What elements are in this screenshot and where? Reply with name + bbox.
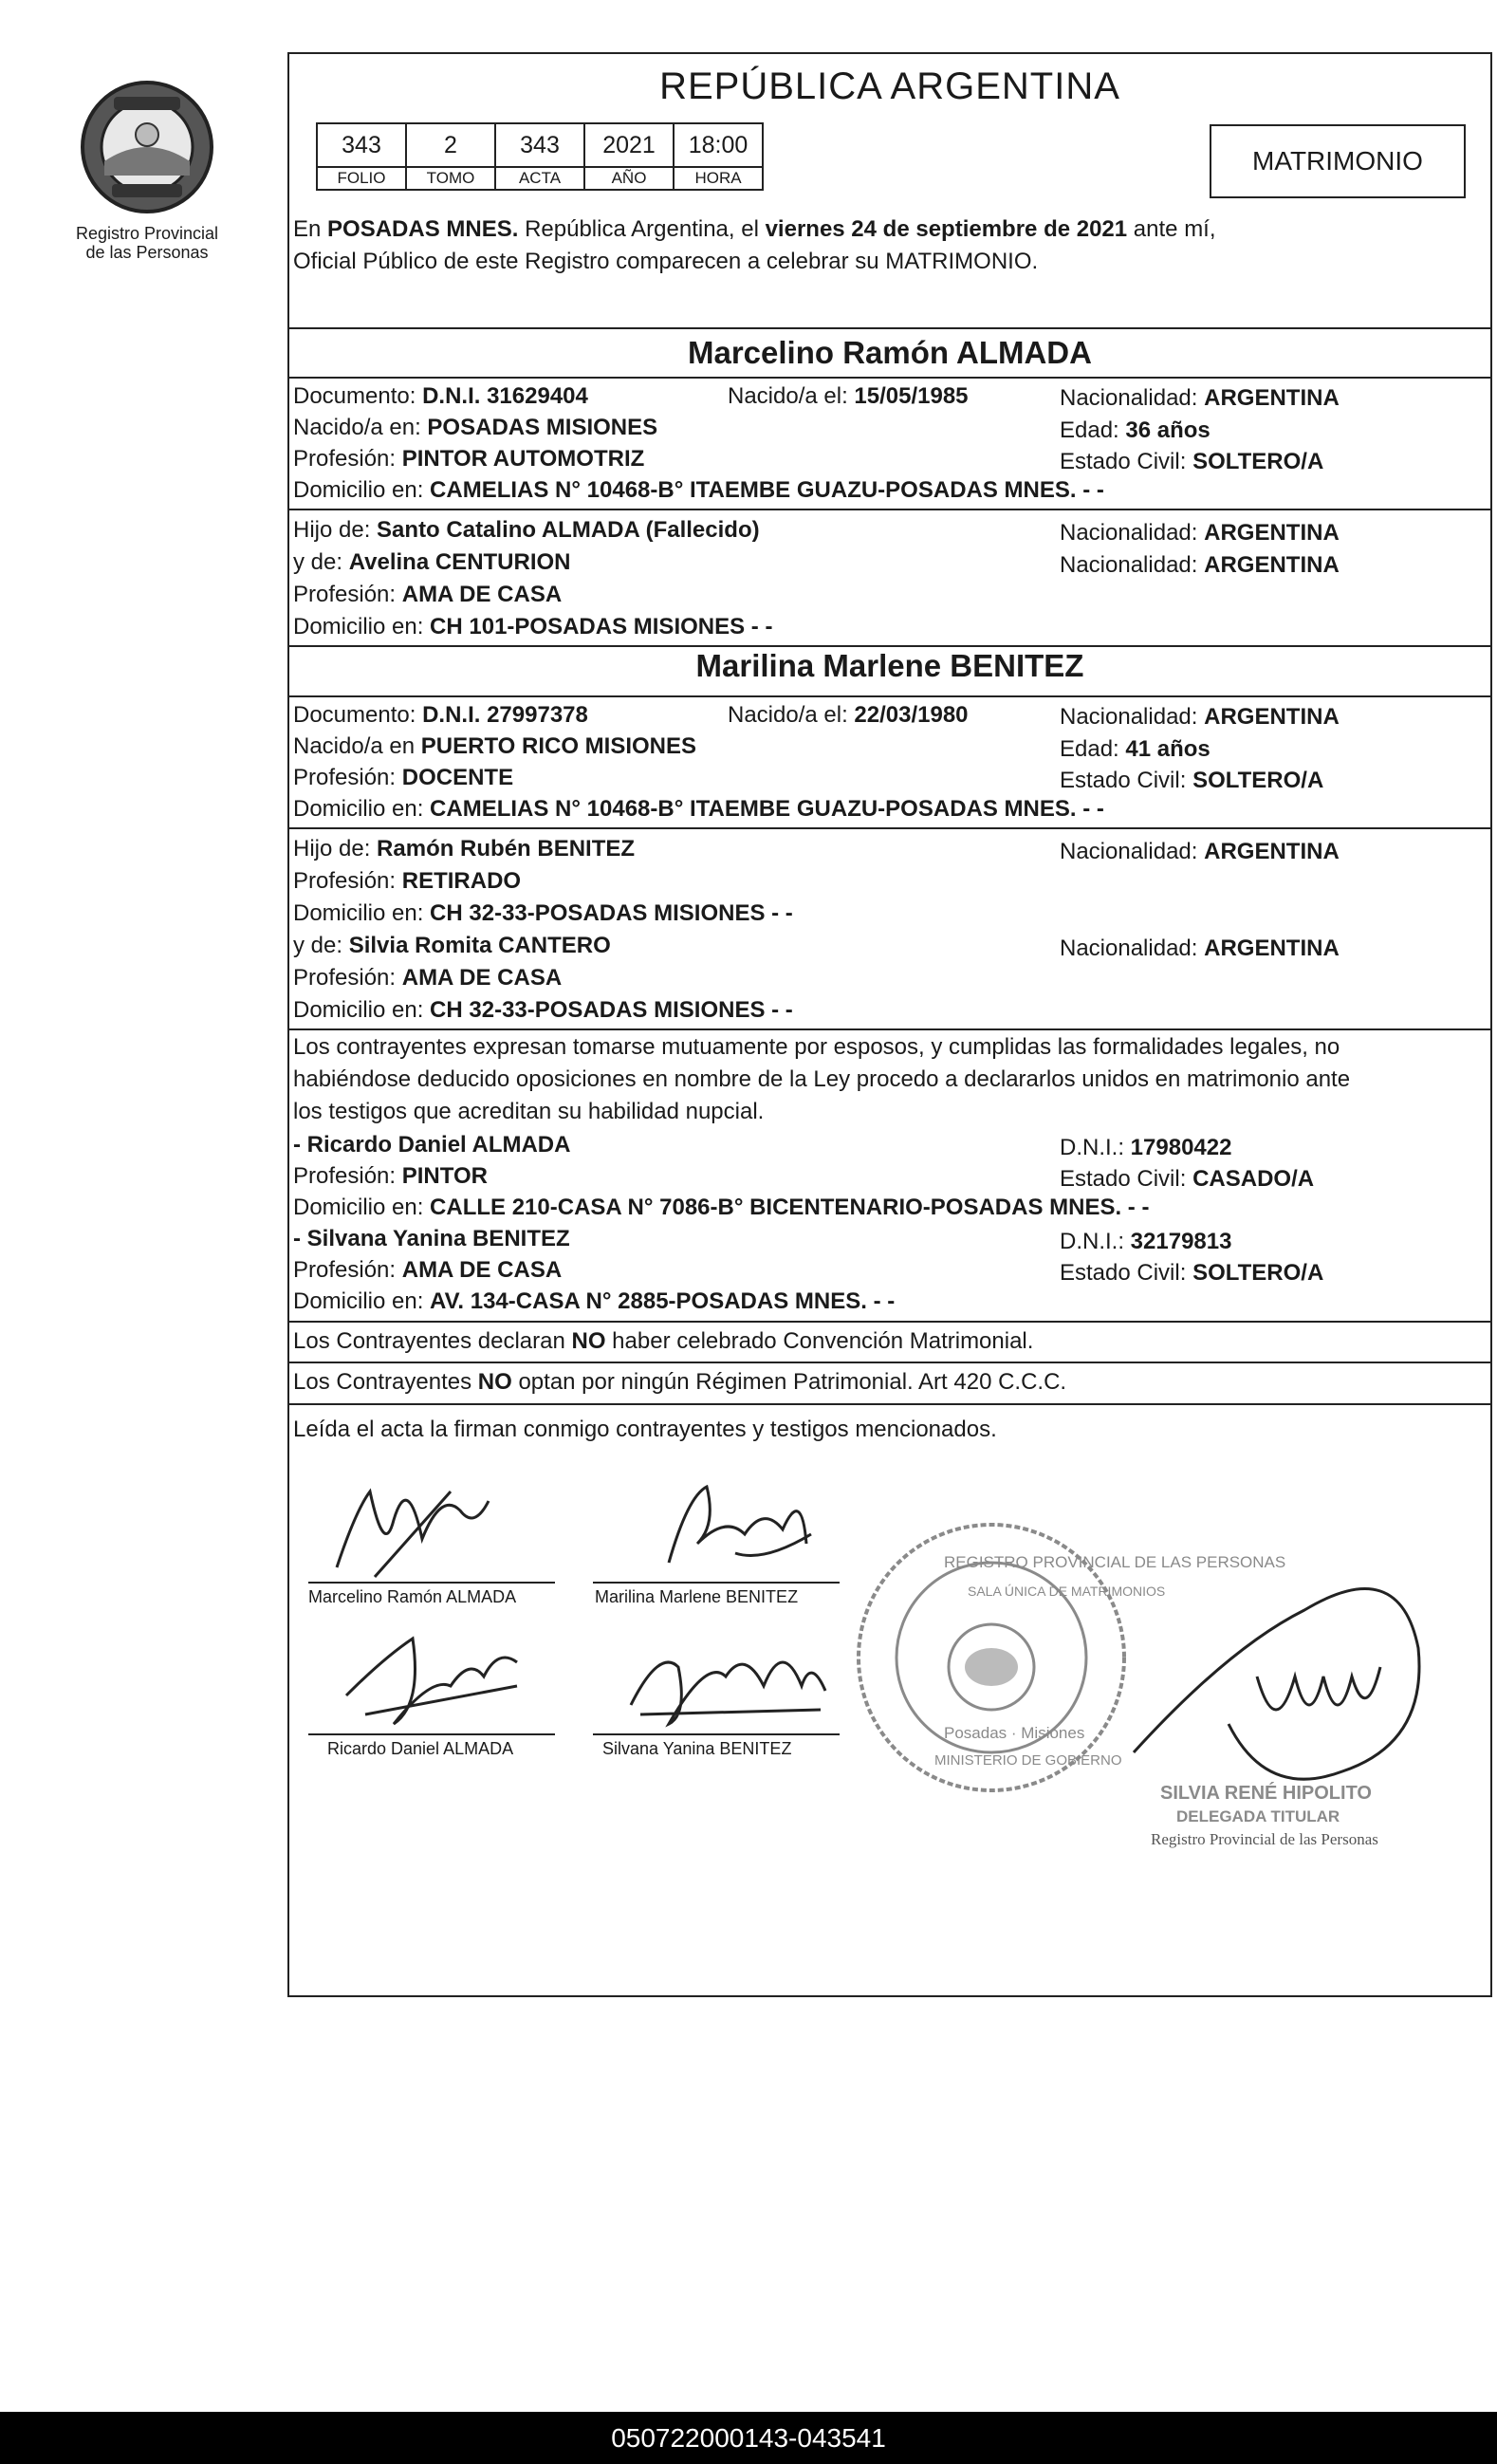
- spouse-2-document: Documento: D.N.I. 27997378: [293, 702, 588, 728]
- anio-value: 2021: [585, 124, 673, 168]
- spouse-2-birthplace: Nacido/a en PUERTO RICO MISIONES: [293, 733, 697, 759]
- witness-1-civil-status: Estado Civil: CASADO/A: [1060, 1166, 1315, 1192]
- witness-2-address: Domicilio en: AV. 134-CASA N° 2885-POSADAS MNES. - -: [293, 1288, 896, 1314]
- intro-line-2: Oficial Público de este Registro comparecen a celebrar su MATRIMONIO.: [293, 249, 1039, 274]
- spouse-2-father-profession: Profesión: RETIRADO: [293, 868, 522, 894]
- stamp-outer-text: REGISTRO PROVINCIAL DE LAS PERSONAS: [944, 1553, 1286, 1571]
- stamp-inner-text: SALA ÚNICA DE MATRIMONIOS: [968, 1584, 1166, 1599]
- official-name: SILVIA RENÉ HIPOLITO: [1160, 1783, 1372, 1804]
- spouse-1-birthplace: Nacido/a en: POSADAS MISIONES: [293, 415, 658, 440]
- spouse-1-father-nationality: Nacionalidad: ARGENTINA: [1060, 520, 1340, 546]
- declaration-line-2: habiéndose deducido oposiciones en nombre de la Ley procedo a declararlos unidos en matrimonio ante: [293, 1066, 1351, 1092]
- anio-label: AÑO: [611, 169, 647, 187]
- spouse-2-age: Edad: 41 años: [1060, 736, 1211, 762]
- spouse-2-father-address: Domicilio en: CH 32-33-POSADAS MISIONES - -: [293, 900, 793, 926]
- intro-line-1: En POSADAS MNES. República Argentina, el viernes 24 de septiembre de 2021 ante mí,: [293, 216, 1216, 242]
- tomo-cell: [407, 124, 496, 189]
- acta-value: 343: [496, 124, 583, 168]
- acta-cell: [496, 124, 585, 189]
- spouse-2-address: Domicilio en: CAMELIAS N° 10468-B° ITAEMBE GUAZU-POSADAS MNES. - -: [293, 796, 1104, 822]
- document-id-bar: 050722000143-043541: [0, 2412, 1497, 2464]
- witness-1-dni: D.N.I.: 17980422: [1060, 1135, 1232, 1160]
- folio-cell: [318, 124, 407, 189]
- official-signature-icon: [1115, 1534, 1485, 1819]
- signature-1-label: Marcelino Ramón ALMADA: [308, 1587, 517, 1606]
- document-type-box: MATRIMONIO: [1210, 124, 1466, 198]
- registry-logo: [66, 76, 228, 262]
- folio-label: FOLIO: [337, 169, 386, 187]
- acta-label: ACTA: [518, 169, 562, 187]
- hora-value: 18:00: [675, 124, 762, 168]
- spouse-2-mother: y de: Silvia Romita CANTERO: [293, 933, 611, 958]
- folio-value: 343: [318, 124, 405, 168]
- spouse-1-mother-address: Domicilio en: CH 101-POSADAS MISIONES - -: [293, 614, 773, 639]
- witness-1-address: Domicilio en: CALLE 210-CASA N° 7086-B° BICENTENARIO-POSADAS MNES. - -: [293, 1195, 1150, 1220]
- official-office: Registro Provincial de las Personas: [1151, 1830, 1378, 1848]
- spouse-1-father: Hijo de: Santo Catalino ALMADA (Fallecido): [293, 517, 760, 543]
- spouse-1-age: Edad: 36 años: [1060, 417, 1211, 443]
- logo-caption: [66, 224, 228, 262]
- signature-2-label: Marilina Marlene BENITEZ: [595, 1587, 799, 1606]
- stamp-bottom-text: Posadas · Misiones: [944, 1724, 1085, 1742]
- signature-3-icon: [327, 1620, 536, 1743]
- page-title: REPÚBLICA ARGENTINA: [659, 65, 1120, 107]
- signature-2-icon: [640, 1458, 830, 1591]
- spouse-1-document: Documento: D.N.I. 31629404: [293, 383, 588, 409]
- witness-2-name: - Silvana Yanina BENITEZ: [293, 1226, 570, 1251]
- spouse-1-nationality: Nacionalidad: ARGENTINA: [1060, 385, 1340, 411]
- witness-1-name: - Ricardo Daniel ALMADA: [293, 1132, 571, 1158]
- spouse-1-profession: Profesión: PINTOR AUTOMOTRIZ: [293, 446, 645, 472]
- witness-1-profession: Profesión: PINTOR: [293, 1163, 488, 1189]
- convention-line-2: Los Contrayentes NO optan por ningún Régimen Patrimonial. Art 420 C.C.C.: [293, 1369, 1067, 1395]
- spouse-1-birthdate: Nacido/a el: 15/05/1985: [728, 383, 969, 409]
- spouse-2-mother-address: Domicilio en: CH 32-33-POSADAS MISIONES - -: [293, 997, 793, 1023]
- hora-cell: [675, 124, 762, 189]
- spouse-2-mother-nationality: Nacionalidad: ARGENTINA: [1060, 936, 1340, 961]
- spouse-2-mother-profession: Profesión: AMA DE CASA: [293, 965, 563, 991]
- signature-4-icon: [612, 1620, 840, 1743]
- declaration-line-3: los testigos que acreditan su habilidad nupcial.: [293, 1099, 765, 1124]
- spouse-1-mother: y de: Avelina CENTURION: [293, 549, 571, 575]
- tomo-value: 2: [407, 124, 494, 168]
- spouse-1-mother-profession: Profesión: AMA DE CASA: [293, 582, 563, 607]
- spouse-2-name: Marilina Marlene BENITEZ: [695, 648, 1084, 683]
- spouse-1-civil-status: Estado Civil: SOLTERO/A: [1060, 449, 1324, 474]
- hora-label: HORA: [694, 169, 742, 187]
- convention-line-1: Los Contrayentes declaran NO haber celebrado Convención Matrimonial.: [293, 1328, 1034, 1354]
- province-seal-icon: [76, 76, 218, 218]
- spouse-1-mother-nationality: Nacionalidad: ARGENTINA: [1060, 552, 1340, 578]
- signature-3-label: Ricardo Daniel ALMADA: [327, 1739, 514, 1758]
- spouse-2-nationality: Nacionalidad: ARGENTINA: [1060, 704, 1340, 730]
- witness-2-civil-status: Estado Civil: SOLTERO/A: [1060, 1260, 1324, 1286]
- closing-text: Leída el acta la firman conmigo contrayentes y testigos mencionados.: [293, 1417, 997, 1442]
- spouse-1-name: Marcelino Ramón ALMADA: [688, 335, 1092, 370]
- signature-4-label: Silvana Yanina BENITEZ: [602, 1739, 792, 1758]
- spouse-2-birthdate: Nacido/a el: 22/03/1980: [728, 702, 969, 728]
- witness-2-profession: Profesión: AMA DE CASA: [293, 1257, 563, 1283]
- logo-caption-line1: Registro Provincial: [75, 224, 219, 243]
- witness-2-dni: D.N.I.: 32179813: [1060, 1229, 1232, 1254]
- official-role: DELEGADA TITULAR: [1176, 1807, 1340, 1825]
- spouse-2-father: Hijo de: Ramón Rubén BENITEZ: [293, 836, 636, 861]
- tomo-label: TOMO: [426, 169, 475, 187]
- spouse-2-civil-status: Estado Civil: SOLTERO/A: [1060, 768, 1324, 793]
- spouse-2-profession: Profesión: DOCENTE: [293, 765, 514, 790]
- certificate-frame: [287, 52, 1492, 1997]
- spouse-1-address: Domicilio en: CAMELIAS N° 10468-B° ITAEMBE GUAZU-POSADAS MNES. - -: [293, 477, 1104, 503]
- anio-cell: [585, 124, 675, 189]
- stamp-ministry-text: MINISTERIO DE GOBIERNO: [934, 1752, 1122, 1769]
- spouse-2-father-nationality: Nacionalidad: ARGENTINA: [1060, 839, 1340, 864]
- registry-box: [316, 122, 764, 191]
- logo-caption-line2: de las Personas: [85, 243, 209, 262]
- declaration-line-1: Los contrayentes expresan tomarse mutuamente por esposos, y cumplidas las formalidades legales, no: [293, 1034, 1340, 1060]
